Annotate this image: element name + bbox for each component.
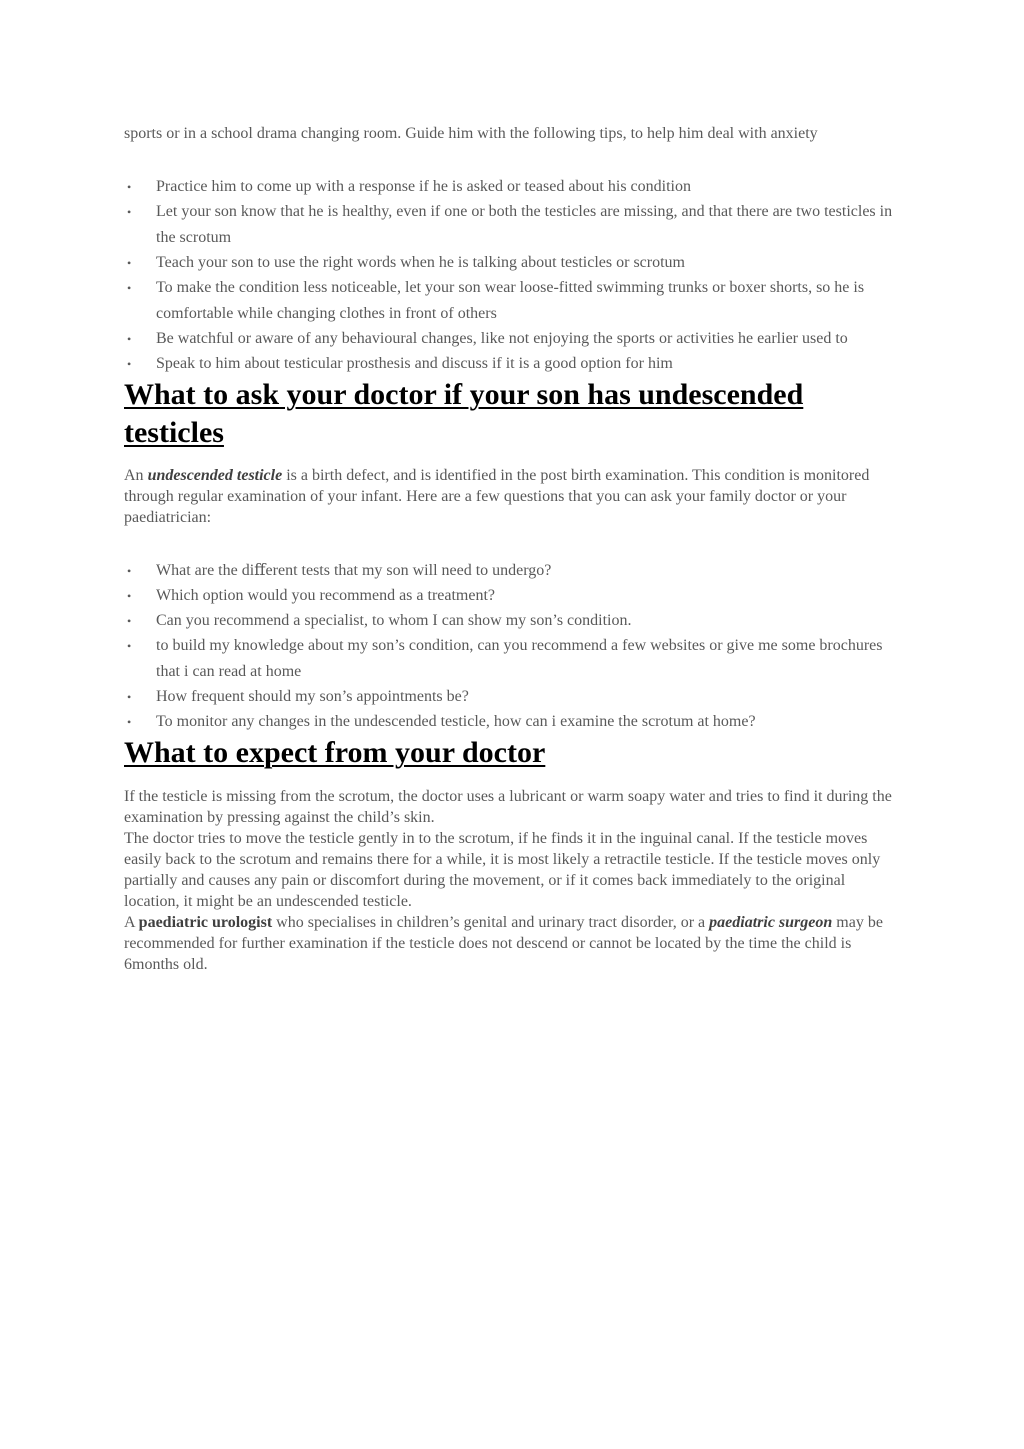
list-item: • Can you recommend a specialist, to whom I can show my son’s condition.: [124, 608, 896, 634]
bullet-icon: •: [127, 715, 132, 729]
list-item: • How frequent should my son’s appointments be?: [124, 684, 896, 710]
bullet-icon: •: [127, 564, 132, 578]
list-item: • Let your son know that he is healthy, even if one or both the testicles are missing, and that there are two testicles in the scrotum: [124, 199, 896, 251]
list-item: • Speak to him about testicular prosthesis and discuss if it is a good option for him: [124, 351, 896, 377]
list-item: • Be watchful or aware of any behavioural changes, like not enjoying the sports or activities he earlier used to: [124, 326, 896, 352]
list-item: • To make the condition less noticeable, let your son wear loose-fitted swimming trunks or boxer shorts, so he is comfortable while changing clothes in front of others: [124, 275, 896, 327]
expect-paragraph-3: A paediatric urologist who specialises in children’s genital and urinary tract disorder, or a paediatric surgeon may be recommended for further examination if the testicle does not descend or cannot be located by the time the child is 6months old.: [124, 914, 883, 973]
bullet-icon: •: [127, 256, 132, 270]
list-item: • Which option would you recommend as a treatment?: [124, 583, 896, 609]
list-item: • Teach your son to use the right words when he is talking about testicles or scrotum: [124, 250, 896, 276]
emphasis-term: undescended testicle: [147, 467, 283, 484]
list-item: • To monitor any changes in the undescended testicle, how can i examine the scrotum at home?: [124, 709, 896, 735]
bullet-icon: •: [127, 205, 132, 219]
bold-term: paediatric urologist: [138, 914, 273, 931]
tips-list: [124, 174, 896, 377]
section-heading-expect: What to expect from your doctor: [124, 736, 546, 769]
page-content: [124, 123, 896, 975]
ask-doctor-paragraph: An undescended testicle is a birth defect, and is identified in the post birth examination. This condition is monitored through regular examination of your infant. Here are a few questions that you can ask your family doctor or your paediatrician:: [124, 467, 870, 526]
expect-paragraph-2: The doctor tries to move the testicle gently in to the scrotum, if he finds it in the inguinal canal. If the testicle moves easily back to the scrotum and remains there for a while, it is most likely a retractile testicle. If the testicle moves only partially and causes any pain or discomfort during the movement, or if it comes back immediately to the original location, it might be an undescended testicle.: [124, 830, 881, 910]
list-item: • What are the dіﬀerent tests that my son will need to undergo?: [124, 558, 896, 584]
expect-paragraph-1: If the testicle is missing from the scrotum, the doctor uses a lubricant or warm soapy water and tries to find it during the examination by pressing against the child’s skin.: [124, 788, 892, 826]
bullet-icon: •: [127, 281, 132, 295]
list-item: • to build my knowledge about my son’s condition, can you recommend a few websites or give me some brochures that i can read at home: [124, 633, 896, 685]
bullet-icon: •: [127, 614, 132, 628]
intro-paragraph: sports or in a school drama changing room. Guide him with the following tips, to help him deal with anxiety: [124, 125, 818, 142]
emphasis-term: paediatric surgeon: [709, 914, 833, 931]
list-item: • Practice him to come up with a response if he is asked or teased about his condition: [124, 174, 896, 200]
bullet-icon: •: [127, 332, 132, 346]
bullet-icon: •: [127, 639, 132, 653]
bullet-icon: •: [127, 180, 132, 194]
questions-list: [124, 558, 896, 735]
bullet-icon: •: [127, 589, 132, 603]
bullet-icon: •: [127, 357, 132, 371]
section-heading-ask-doctor: What to ask your doctor if your son has undescended testicles: [124, 378, 804, 449]
bullet-icon: •: [127, 690, 132, 704]
